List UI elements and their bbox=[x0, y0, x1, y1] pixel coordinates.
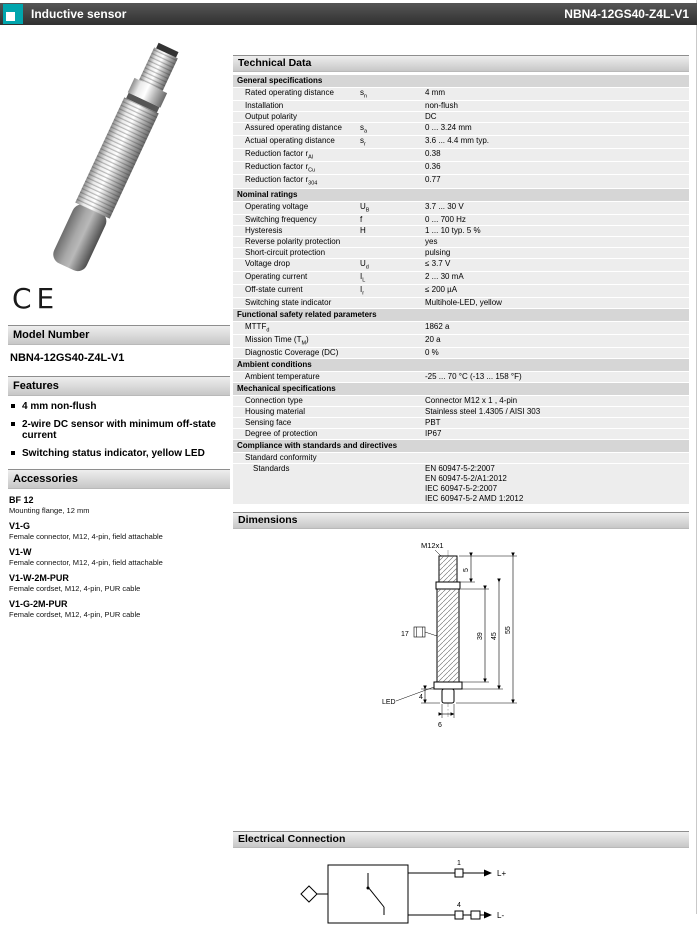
row-label: $MTTF_d$ bbox=[245, 321, 270, 334]
row-symbol bbox=[360, 149, 425, 161]
value-line: EN 60947-5-2:2007 bbox=[425, 464, 495, 474]
table-row bbox=[233, 285, 689, 297]
accessory-name: BF 12 bbox=[9, 495, 34, 505]
row-value: 0.77 bbox=[425, 175, 441, 185]
brand-logo-icon bbox=[3, 4, 23, 24]
row-symbol bbox=[360, 396, 425, 406]
row-value bbox=[425, 464, 689, 504]
row-value: Connector M12 x 1 , 4-pin bbox=[425, 396, 518, 406]
feature-label: 4 mm non-flush bbox=[22, 401, 97, 412]
row-symbol bbox=[360, 298, 425, 308]
value-line: IEC 60947-5-2 AMD 1:2012 bbox=[425, 494, 524, 504]
row-symbol bbox=[360, 453, 425, 463]
lplus-label: L+ bbox=[497, 869, 507, 879]
table-section-header: Nominal ratings bbox=[233, 189, 689, 201]
features-list bbox=[8, 401, 230, 459]
pin1-label: 1 bbox=[457, 860, 461, 868]
row-label: Diagnostic Coverage (DC) bbox=[245, 348, 339, 358]
table-row bbox=[233, 298, 689, 308]
row-symbol: f bbox=[360, 214, 363, 224]
table-row bbox=[233, 215, 689, 225]
feature-item bbox=[10, 448, 230, 459]
row-label: Hysteresis bbox=[245, 225, 283, 235]
row-symbol bbox=[360, 335, 425, 347]
row-label: Output polarity bbox=[245, 112, 298, 122]
table-row bbox=[233, 322, 689, 334]
row-label: Sensing face bbox=[245, 418, 292, 428]
title-bar bbox=[0, 3, 697, 25]
row-value: 0 ... 3.24 mm bbox=[425, 123, 472, 133]
row-value: 0.38 bbox=[425, 149, 441, 159]
ce-mark: CE bbox=[12, 282, 60, 315]
dimensions-header: Dimensions bbox=[233, 512, 689, 529]
row-value: DC bbox=[425, 112, 437, 122]
row-symbol bbox=[360, 175, 425, 187]
feature-label: 2-wire DC sensor with minimum off-state current bbox=[22, 419, 216, 441]
row-symbol bbox=[360, 407, 425, 417]
row-value bbox=[425, 453, 689, 463]
row-value: ≤ 3.7 V bbox=[425, 258, 451, 268]
table-row bbox=[233, 162, 689, 174]
dim-label-thread: M12x1 bbox=[421, 541, 444, 551]
feature-label: Switching status indicator, yellow LED bbox=[22, 448, 205, 459]
technical-data-table bbox=[233, 75, 689, 504]
row-label: Reduction factor $r_{Al}$ bbox=[245, 149, 314, 161]
dimension-drawing-area bbox=[233, 532, 689, 831]
row-label: Housing material bbox=[245, 407, 306, 417]
row-label: Actual operating distance bbox=[245, 136, 335, 146]
row-symbol bbox=[360, 429, 425, 439]
features-header: Features bbox=[8, 376, 230, 396]
row-label: Installation bbox=[245, 101, 284, 111]
row-symbol bbox=[360, 101, 425, 111]
row-label: Switching frequency bbox=[245, 214, 317, 224]
bullet-icon bbox=[11, 422, 15, 426]
table-row bbox=[233, 202, 689, 214]
row-value: 3.6 ... 4.4 mm typ. bbox=[425, 136, 490, 146]
row-symbol bbox=[360, 248, 425, 258]
row-label: Operating current bbox=[245, 271, 308, 281]
dim-label-led: LED bbox=[382, 699, 396, 707]
row-value: 20 a bbox=[425, 335, 441, 345]
table-row bbox=[233, 429, 689, 439]
table-row bbox=[233, 396, 689, 406]
table-row bbox=[233, 248, 689, 258]
bullet-icon bbox=[11, 404, 15, 408]
row-value: 0 % bbox=[425, 348, 439, 358]
page-title: Inductive sensor bbox=[31, 7, 127, 21]
row-value: 2 ... 30 mA bbox=[425, 271, 464, 281]
row-label: Reduction factor $r_{Cu}$ bbox=[245, 162, 316, 174]
table-section-header: Ambient conditions bbox=[233, 359, 689, 371]
accessory-desc: Mounting flange, 12 mm bbox=[9, 506, 90, 515]
table-row bbox=[233, 407, 689, 417]
table-section-header: Functional safety related parameters bbox=[233, 309, 689, 321]
table-row bbox=[233, 348, 689, 358]
value-line: IEC 60947-5-2:2007 bbox=[425, 484, 498, 494]
dim-label-55: 55 bbox=[505, 626, 512, 635]
accessory-desc: Female connector, M12, 4-pin, field attachable bbox=[9, 558, 163, 567]
row-symbol bbox=[360, 418, 425, 428]
technical-data-header: Technical Data bbox=[233, 55, 689, 72]
dimension-drawing bbox=[233, 532, 689, 831]
table-section-header: Compliance with standards and directives bbox=[233, 440, 689, 452]
row-value: 1862 a bbox=[425, 321, 450, 331]
dim-label-6: 6 bbox=[438, 722, 442, 730]
row-value: PBT bbox=[425, 418, 441, 428]
dim-label-17: 17 bbox=[401, 631, 409, 639]
row-value: IP67 bbox=[425, 429, 442, 439]
accessory-desc: Female cordset, M12, 4-pin, PUR cable bbox=[9, 584, 141, 593]
table-row bbox=[233, 112, 689, 122]
row-label: Off-state current bbox=[245, 284, 303, 294]
model-number-value: NBN4-12GS40-Z4L-V1 bbox=[10, 352, 125, 364]
accessory-desc: Female connector, M12, 4-pin, field attachable bbox=[9, 532, 163, 541]
row-label: Standard conformity bbox=[245, 453, 317, 463]
row-symbol: $s_a$ bbox=[360, 123, 368, 135]
row-value: yes bbox=[425, 236, 438, 246]
table-row bbox=[233, 453, 689, 463]
row-symbol: $U_d$ bbox=[360, 258, 369, 271]
product-photo bbox=[12, 40, 222, 280]
dim-label-4: 4 bbox=[419, 694, 423, 702]
table-row bbox=[233, 335, 689, 347]
table-row bbox=[233, 175, 689, 187]
feature-item bbox=[10, 419, 230, 441]
row-symbol: $I_L$ bbox=[360, 271, 366, 284]
row-symbol bbox=[360, 372, 425, 382]
row-label: Ambient temperature bbox=[245, 372, 320, 382]
table-row bbox=[233, 123, 689, 135]
left-column bbox=[8, 40, 230, 619]
accessories-header: Accessories bbox=[8, 469, 230, 489]
electrical-diagram-area bbox=[233, 851, 689, 945]
bullet-icon bbox=[11, 451, 15, 455]
row-symbol: $s_n$ bbox=[360, 88, 368, 100]
row-symbol: $U_B$ bbox=[360, 201, 370, 214]
row-symbol bbox=[360, 348, 425, 358]
table-row bbox=[233, 372, 689, 382]
row-symbol: $s_r$ bbox=[360, 136, 366, 148]
row-value: 0 ... 700 Hz bbox=[425, 214, 466, 224]
row-value: -25 ... 70 °C (-13 ... 158 °F) bbox=[425, 372, 522, 382]
accessory-desc: Female cordset, M12, 4-pin, PUR cable bbox=[9, 610, 141, 619]
table-row bbox=[233, 259, 689, 271]
table-row bbox=[233, 418, 689, 428]
row-symbol: $I_r$ bbox=[360, 284, 365, 297]
row-value: 3.7 ... 30 V bbox=[425, 201, 464, 211]
row-symbol bbox=[360, 112, 425, 122]
row-label: Reduction factor $r_{304}$ bbox=[245, 175, 318, 188]
model-number-header: Model Number bbox=[8, 325, 230, 345]
accessories-list bbox=[8, 495, 230, 619]
table-row bbox=[233, 237, 689, 247]
feature-item bbox=[10, 401, 230, 412]
row-label: Switching state indicator bbox=[245, 297, 332, 307]
table-row bbox=[233, 272, 689, 284]
row-label: Short-circuit protection bbox=[245, 247, 326, 257]
main-content bbox=[233, 55, 689, 945]
row-value: Stainless steel 1.4305 / AISI 303 bbox=[425, 407, 541, 417]
pin4-label: 4 bbox=[457, 902, 461, 910]
electrical-connection-diagram bbox=[233, 851, 689, 945]
row-label: Mission Time $(T_M)$ bbox=[245, 335, 309, 347]
dim-label-5: 5 bbox=[463, 568, 470, 573]
row-label: Degree of protection bbox=[245, 429, 318, 439]
row-label: Assured operating distance bbox=[245, 123, 342, 133]
table-section-header: General specifications bbox=[233, 75, 689, 87]
row-symbol bbox=[360, 322, 425, 334]
row-label: Standards bbox=[253, 464, 290, 474]
row-value: pulsing bbox=[425, 247, 451, 257]
table-row bbox=[233, 88, 689, 100]
accessory-name: V1-G-2M-PUR bbox=[9, 599, 68, 609]
row-label: Connection type bbox=[245, 396, 303, 406]
row-label: Operating voltage bbox=[245, 201, 309, 211]
row-value: 1 ... 10 typ. 5 % bbox=[425, 225, 481, 235]
electrical-connection-header: Electrical Connection bbox=[233, 831, 689, 848]
row-value: 4 mm bbox=[425, 88, 445, 97]
value-line: EN 60947-5-2/A1:2012 bbox=[425, 474, 507, 484]
row-label: Reverse polarity protection bbox=[245, 236, 341, 246]
table-row bbox=[233, 136, 689, 148]
row-symbol: H bbox=[360, 225, 366, 235]
row-label: Rated operating distance bbox=[245, 88, 334, 97]
row-value: non-flush bbox=[425, 101, 458, 111]
row-value: 0.36 bbox=[425, 162, 441, 172]
lminus-label: L- bbox=[497, 911, 505, 921]
row-symbol bbox=[360, 464, 425, 504]
table-row bbox=[233, 226, 689, 236]
row-symbol bbox=[360, 237, 425, 247]
accessory-name: V1-W bbox=[9, 547, 32, 557]
row-label: Voltage drop bbox=[245, 258, 290, 268]
part-number: NBN4-12GS40-Z4L-V1 bbox=[564, 7, 689, 21]
table-row bbox=[233, 101, 689, 111]
table-row bbox=[233, 464, 689, 504]
accessory-name: V1-W-2M-PUR bbox=[9, 573, 69, 583]
table-row bbox=[233, 149, 689, 161]
dim-label-39: 39 bbox=[477, 632, 484, 641]
accessory-name: V1-G bbox=[9, 521, 31, 531]
dim-label-45: 45 bbox=[491, 632, 498, 641]
row-symbol bbox=[360, 162, 425, 174]
table-section-header: Mechanical specifications bbox=[233, 383, 689, 395]
row-value: ≤ 200 µA bbox=[425, 284, 458, 294]
row-value: Multihole-LED, yellow bbox=[425, 297, 502, 307]
